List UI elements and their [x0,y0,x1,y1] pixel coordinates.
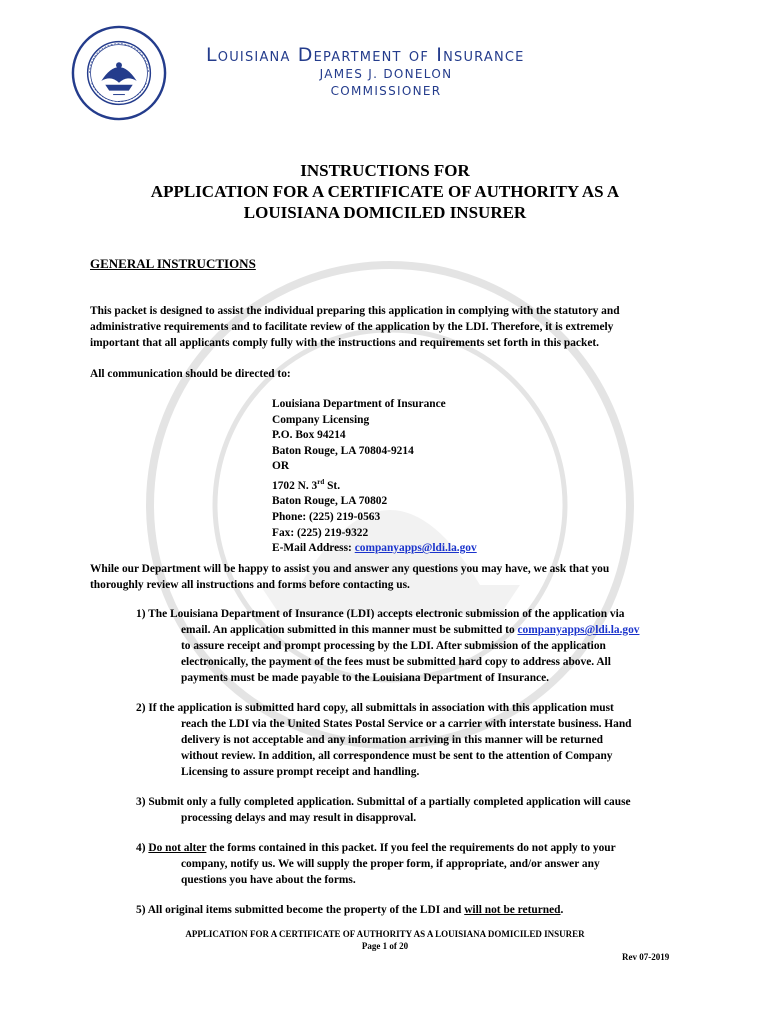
email-link-item-1[interactable]: companyapps@ldi.la.gov [517,624,640,636]
revision-label: Rev 07-2019 [622,952,670,962]
page-title [0,160,770,223]
page-footer [0,928,770,952]
title-line-2: APPLICATION FOR A CERTIFICATE OF AUTHORITY AS A [150,182,620,201]
footer-title: APPLICATION FOR A CERTIFICATE OF AUTHORITY AS A LOUISIANA DOMICILED INSURER [185,929,585,939]
intro-paragraph [90,303,690,351]
instruction-item-3: 3) Submit only a fully completed application. Submittal of a partially completed application will cause processing delays and may result in disapproval. [136,796,631,824]
email-line: E-Mail Address: companyapps@ldi.la.gov [272,542,477,555]
title-line-3: LOUISIANA DOMICILED INSURER [243,203,527,222]
not-returned-emphasis: will not be returned [464,904,561,916]
address-line-3: P.O. Box 94214 [272,429,346,442]
communication-label: All communication should be directed to: [90,368,291,380]
intro-line-2: administrative requirements and to facilitate review of the application by the LDI. Therefore, it is extremely [90,321,614,333]
address-line-4: Baton Rouge, LA 70804-9214 [272,444,414,457]
commissioner-title: COMMISSIONER [330,84,442,98]
title-line-1: INSTRUCTIONS FOR [300,161,470,180]
general-instructions-heading: GENERAL INSTRUCTIONS [90,256,256,271]
address-line-2: Company Licensing [272,413,370,426]
do-not-alter-emphasis: Do not alter [148,842,207,854]
instruction-item-5: 5) All original items submitted become the property of the LDI and will not be returned. [136,904,564,916]
instruction-item-1: 1) The Louisiana Department of Insurance (LDI) accepts electronic submission of the application via email. An application submitted in this manner must be submitted to companyapps@ldi.la.gov to assure receipt and prompt processing by the LDI. After submission of the application electronically, the payment of the fees must be submitted hard copy to address above. All payments must be made payable to the Louisiana Department of Insurance. [136,608,640,684]
address-line-6: 1702 N. 3rd St. [272,477,341,492]
intro-line-1: This packet is designed to assist the individual preparing this application in complying with the statutory and [90,305,620,317]
department-seal [70,24,168,122]
email-link[interactable]: companyapps@ldi.la.gov [354,542,477,555]
address-line-7: Baton Rouge, LA 70802 [272,495,388,508]
address-line-1: Louisiana Department of Insurance [272,398,446,410]
review-paragraph [90,561,690,593]
address-line-5: OR [272,460,290,473]
review-line-1: While our Department will be happy to assist you and answer any questions you may have, we ask that you [90,563,610,575]
fax-number: Fax: (225) 219-9322 [272,526,369,539]
phone-number: Phone: (225) 219-0563 [272,510,381,523]
instruction-item-4: 4) Do not alter the forms contained in this packet. If you feel the requirements do not apply to your company, notify us. We will supply the proper form, if appropriate, and/or answer any questions you have about the forms. [136,842,616,886]
instruction-item-2: 2) If the application is submitted hard copy, all submittals in association with this application must reach the LDI via the United States Postal Service or a carrier with interstate business. Hand delivery is not acceptable and any information arriving in this manner will be returned without review. In addition, all correspondence must be sent to the attention of Company Licensing to assure prompt receipt and handling. [136,702,632,778]
intro-line-3: important that all applicants comply fully with the instructions and requirements set forth in this packet. [90,337,600,349]
commissioner-name: JAMES J. DONELON [319,67,453,81]
mailing-address [272,397,477,557]
page-number: Page 1 of 20 [361,941,409,951]
department-name: Louisiana Department of Insurance [206,44,525,66]
review-line-2: thoroughly review all instructions and forms before contacting us. [90,579,410,591]
